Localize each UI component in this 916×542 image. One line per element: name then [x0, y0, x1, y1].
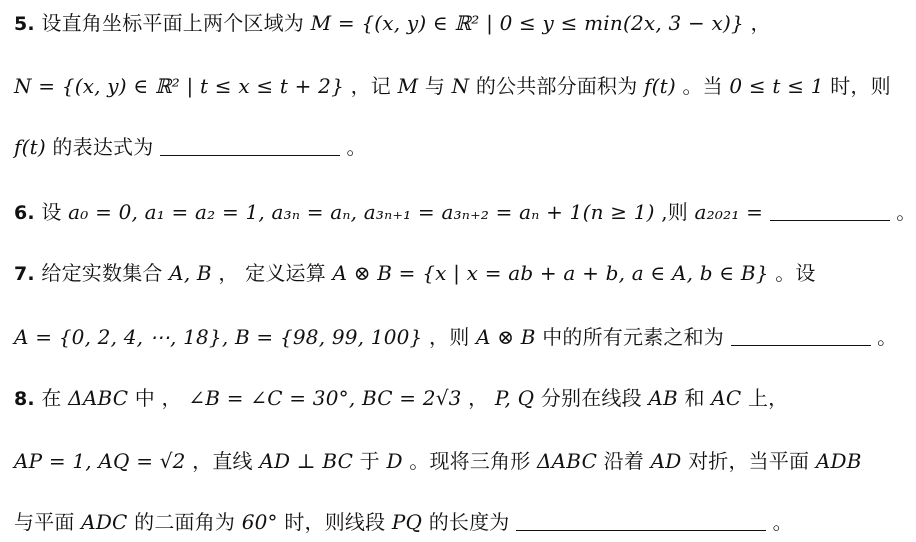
sequence-term-2021: a₂₀₂₁ = — [694, 200, 764, 224]
angle-conditions: ∠B = ∠C = 30°, BC = 2√3 — [188, 386, 462, 410]
problem-6-text: 设 — [41, 200, 69, 224]
sequence-definition: a₀ = 0, a₁ = a₂ = 1, a₃ₙ = aₙ, a₃ₙ₊₁ = a₃ₙ₊₂ = aₙ + 1(n ≥ 1) — [68, 200, 655, 224]
problem-7-line-1 — [14, 256, 853, 290]
math-condition-t: 0 ≤ t ≤ 1 — [729, 74, 824, 98]
answer-blank-5[interactable] — [160, 133, 340, 156]
problem-5-text: 与 — [424, 74, 452, 98]
answer-blank-6[interactable] — [770, 198, 890, 221]
problem-7-end: 。 — [877, 325, 898, 349]
problem-8-text: 的二面角为 — [134, 510, 242, 534]
problem-7-text: ，则 — [429, 325, 477, 349]
lengths-ap-aq: AP = 1, AQ = √2 — [14, 449, 186, 473]
operation-definition: A ⊗ B = {x | x = ab + a + b, a ∈ A, b ∈ B} — [332, 261, 769, 285]
problem-8-text: 沿着 — [603, 449, 651, 473]
problem-5-line-3 — [14, 130, 853, 164]
math-symbol-n: N — [451, 74, 470, 98]
math-function-f: f(t) — [644, 74, 676, 98]
problem-5-text: 设直角坐标平面上两个区域为 — [41, 11, 311, 35]
problem-7-text: 。设 — [775, 261, 816, 285]
problem-5-text: 的公共部分面积为 — [475, 74, 645, 98]
segment-ac: AC — [711, 386, 742, 410]
operation-result: A ⊗ B — [476, 325, 536, 349]
points-p-q: P, Q — [494, 386, 535, 410]
problem-8-line-3 — [14, 505, 853, 539]
problem-8-text: 的长度为 — [428, 510, 510, 534]
problem-5-end: 。 — [346, 135, 367, 159]
problem-8-line-1 — [14, 381, 853, 415]
math-symbol-m: M — [397, 74, 419, 98]
problem-8-text: 与平面 — [14, 510, 82, 534]
problem-8-text: 上， — [747, 386, 789, 410]
problem-6-number: 6. — [14, 202, 35, 224]
problem-8-line-2 — [14, 444, 862, 478]
problem-6-line-1 — [14, 195, 916, 229]
triangle-abc: ΔABC — [68, 386, 129, 410]
sets-a-b: A, B — [169, 261, 212, 285]
problem-8-end: 。 — [772, 510, 793, 534]
answer-blank-7[interactable] — [731, 323, 871, 346]
problem-8-text: ， — [468, 386, 489, 410]
plane-adb: ADB — [815, 449, 862, 473]
problem-8-number: 8. — [14, 388, 35, 410]
problem-8-text: 。现将三角形 — [409, 449, 538, 473]
segment-pq: PQ — [391, 510, 423, 534]
problem-6-text: ,则 — [661, 200, 695, 224]
math-function-f: f(t) — [14, 135, 46, 159]
region-m-definition: M = {(x, y) ∈ ℝ² | 0 ≤ y ≤ min(2x, 3 − x)} — [310, 11, 744, 35]
problem-5-line-2 — [14, 69, 891, 103]
problem-7-line-2 — [14, 320, 898, 354]
problem-5-punct: ， — [750, 11, 771, 35]
dihedral-angle: 60° — [241, 510, 278, 534]
answer-blank-8[interactable] — [516, 508, 766, 531]
problem-8-text: 于 — [359, 449, 387, 473]
problem-8-text: ，直线 — [192, 449, 260, 473]
problem-7-text: 给定实数集合 — [41, 261, 170, 285]
problem-8-text: 分别在线段 — [540, 386, 649, 410]
problem-7-text: ， 定义运算 — [218, 261, 333, 285]
problem-6-end: 。 — [896, 200, 916, 224]
point-d: D — [386, 449, 403, 473]
set-values: A = {0, 2, 4, ⋯, 18}, B = {98, 99, 100} — [14, 325, 423, 349]
segment-ab: AB — [648, 386, 678, 410]
problem-5-text: 。当 — [682, 74, 730, 98]
problem-7-number: 7. — [14, 263, 35, 285]
problem-5-text: 时，则 — [830, 74, 891, 98]
problem-5-number: 5. — [14, 13, 35, 35]
problem-5-text: ，记 — [350, 74, 398, 98]
plane-adc: ADC — [81, 510, 128, 534]
problem-8-text: 中 ， — [134, 386, 182, 410]
problem-8-text: 在 — [41, 386, 69, 410]
region-n-definition: N = {(x, y) ∈ ℝ² | t ≤ x ≤ t + 2} — [14, 74, 345, 98]
problem-8-text: 和 — [684, 386, 712, 410]
segment-ad: AD — [650, 449, 682, 473]
problem-5-text: 的表达式为 — [52, 135, 154, 159]
perpendicular-ad: AD ⊥ BC — [259, 449, 354, 473]
problem-8-text: 对折，当平面 — [688, 449, 816, 473]
problem-7-text: 中的所有元素之和为 — [542, 325, 725, 349]
triangle-abc: ΔABC — [537, 449, 598, 473]
problem-8-text: 时，则线段 — [284, 510, 392, 534]
problem-5-line-1 — [14, 6, 853, 40]
